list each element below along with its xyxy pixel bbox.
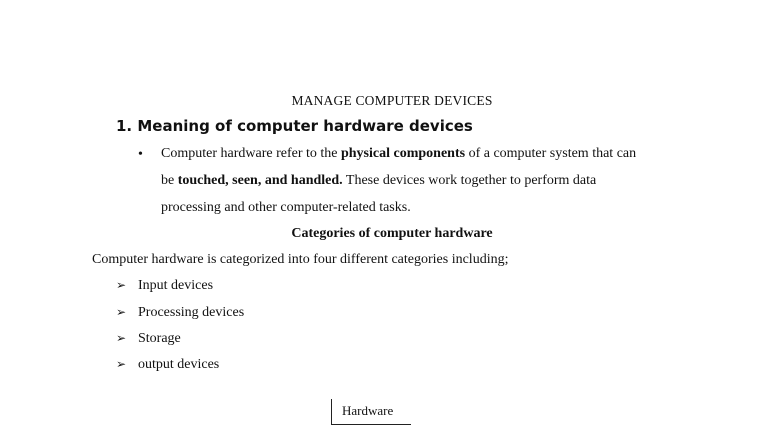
document-title: MANAGE COMPUTER DEVICES — [291, 93, 493, 108]
list-item — [116, 331, 181, 347]
hardware-diagram-box — [331, 399, 411, 425]
section-heading-meaning: 1. Meaning of computer hardware devices — [116, 117, 473, 135]
definition-line-1 — [161, 146, 636, 162]
definition-line-3: processing and other computer-related tasks. — [161, 200, 411, 215]
text-run: of a computer system that can — [465, 146, 637, 161]
bullet-icon: • — [138, 147, 143, 162]
list-item — [116, 357, 219, 373]
list-item-label: output devices — [138, 357, 220, 372]
list-item — [116, 278, 213, 294]
list-item-label: Input devices — [138, 278, 214, 293]
list-item-label: Processing devices — [138, 305, 245, 320]
definition-line-2 — [161, 173, 596, 189]
bold-run: touched, seen, and handled. — [177, 173, 343, 188]
categories-heading: Categories of computer hardware — [291, 226, 493, 241]
categories-intro: Computer hardware is categorized into four different categories including; — [92, 252, 509, 267]
arrow-bullet-icon: ➢ — [116, 278, 127, 292]
text-run: be — [161, 173, 178, 188]
list-item — [116, 305, 244, 321]
list-item-label: Storage — [138, 331, 181, 346]
arrow-bullet-icon: ➢ — [116, 357, 127, 371]
arrow-bullet-icon: ➢ — [116, 331, 127, 345]
arrow-bullet-icon: ➢ — [116, 305, 127, 319]
text-run: These devices work together to perform data — [342, 173, 597, 188]
text-run: Computer hardware refer to the — [161, 146, 341, 161]
bold-run: physical components — [340, 146, 466, 161]
hardware-diagram-label: Hardware — [342, 403, 394, 418]
